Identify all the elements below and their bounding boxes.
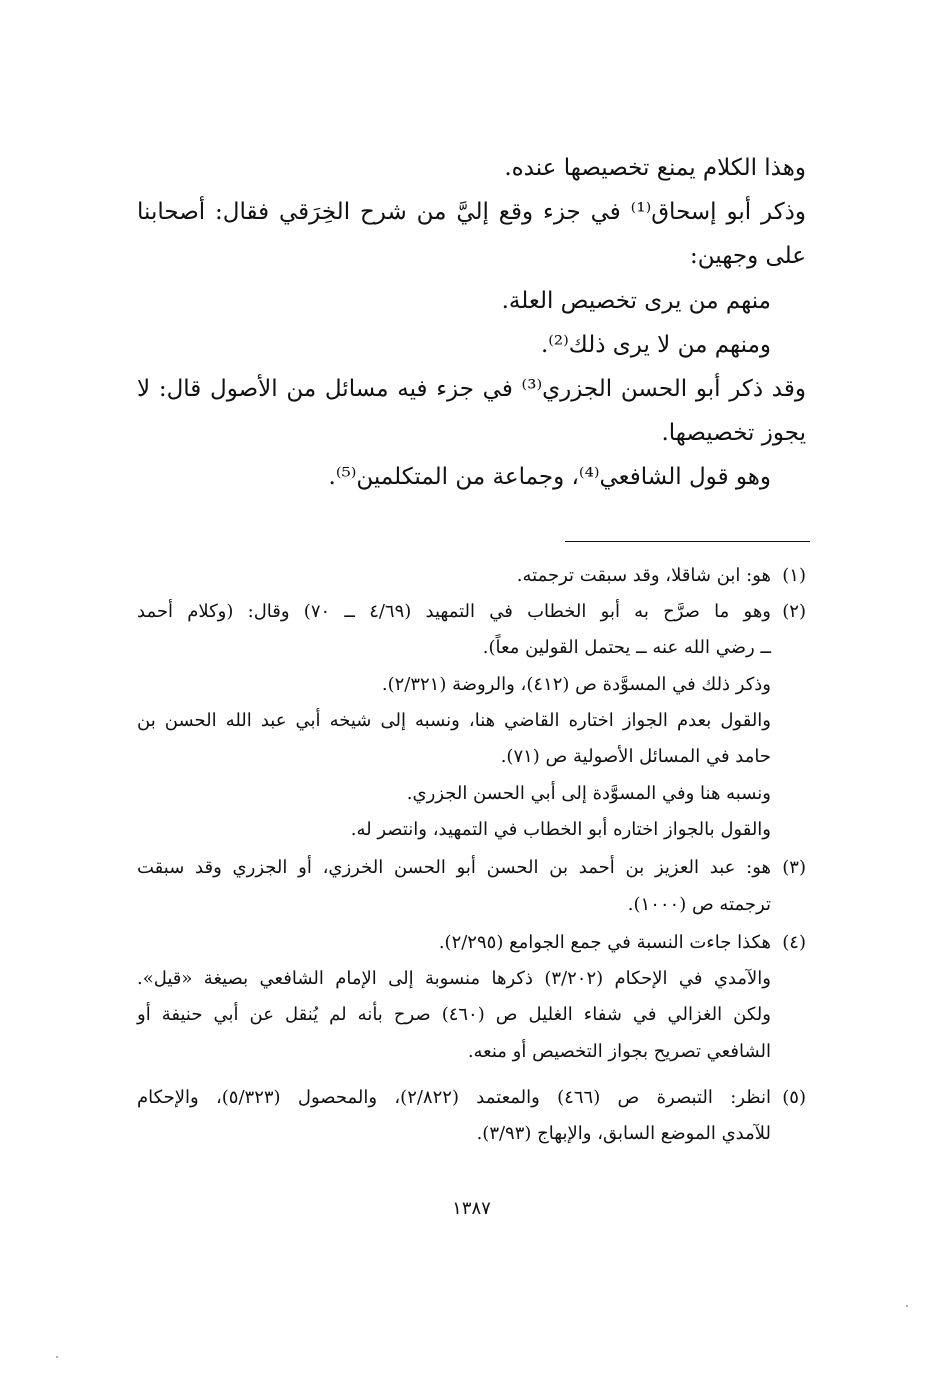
page-number: ١٣٨٧ <box>452 1198 491 1219</box>
footnote-text: وهو ما صرَّح به أبو الخطاب في التمهيد (٤/٦٩ ــ ٧٠) وقال: (وكلام أحمد <box>137 601 771 622</box>
footnote-number: (٤) <box>782 932 806 953</box>
footnote-text: هو: عبد العزيز بن أحمد بن الحسن أبو الحسن الخرزي، أو الجزري وقد سبقت <box>137 857 771 878</box>
footnote-text: هكذا جاءت النسبة في جمع الجوامع (٢/٢٩٥). <box>438 932 771 953</box>
footnote-text: والقول بعدم الجواز اختاره القاضي هنا، ونسبه إلى شيخه أبي عبد الله الحسن بن <box>137 710 771 731</box>
scan-speck <box>56 1356 58 1358</box>
footnote-number: (٥) <box>782 1087 806 1108</box>
body-line-5: ومنهم من لا يرى ذلك⁽²⁾. <box>540 332 771 358</box>
footnote-text: والآمدي في الإحكام (٣/٢٠٢) ذكرها منسوبة إلى الإمام الشافعي بصيغة «قيل». <box>137 968 771 989</box>
footnote-text: ولكن الغزالي في شفاء الغليل ص (٤٦٠) صرح بأنه لم يُنقل عن أبي حنيفة أو <box>137 1004 771 1025</box>
body-line-8: وهو قول الشافعي⁽⁴⁾، وجماعة من المتكلمين⁽⁵⁾. <box>328 464 771 490</box>
footnote-text: وذكر ذلك في المسوَّدة ص (٤١٢)، والروضة (٢/٣٢١). <box>381 674 771 695</box>
body-line-2: وذكر أبو إسحاق⁽¹⁾ في جزء وقع إليَّ من شرح الخِرَقي فقال: أصحابنا <box>137 199 806 225</box>
footnote-text: حامد في المسائل الأصولية ص (٧١). <box>500 746 771 767</box>
footnote-number: (١) <box>782 565 806 586</box>
footnote-number: (٣) <box>782 857 806 878</box>
footnote-text: ترجمته ص (١٠٠٠). <box>627 894 771 915</box>
body-line-4: منهم من يرى تخصيص العلة. <box>501 288 771 314</box>
footnote-separator <box>565 541 810 542</box>
footnote-text: ــ رضي الله عنه ــ يحتمل القولين معاً). <box>482 637 771 658</box>
footnote-text: ونسبه هنا وفي المسوَّدة إلى أبي الحسن الجزري. <box>406 783 771 804</box>
footnote-number: (٢) <box>782 601 806 622</box>
footnote-text: والقول بالجواز اختاره أبو الخطاب في التمهيد، وانتصر له. <box>350 819 771 840</box>
body-line-6: وقد ذكر أبو الحسن الجزري⁽³⁾ في جزء فيه مسائل من الأصول قال: لا <box>137 376 806 402</box>
body-line-7: يجوز تخصيصها. <box>661 420 806 446</box>
footnote-text: هو: ابن شاقلا، وقد سبقت ترجمته. <box>516 565 771 586</box>
footnote-text: للآمدي الموضع السابق، والإبهاج (٣/٩٣). <box>476 1123 771 1144</box>
footnote-text: انظر: التبصرة ص (٤٦٦) والمعتمد (٢/٨٢٢)، والمحصول (٥/٣٢٣)، والإحكام <box>137 1087 771 1108</box>
body-line-3: على وجهين: <box>690 243 806 269</box>
footnote-text: الشافعي تصريح بجواز التخصيص أو منعه. <box>467 1041 771 1062</box>
scan-speck <box>906 1305 908 1307</box>
body-line-1: وهذا الكلام يمنع تخصيصها عنده. <box>504 155 806 181</box>
